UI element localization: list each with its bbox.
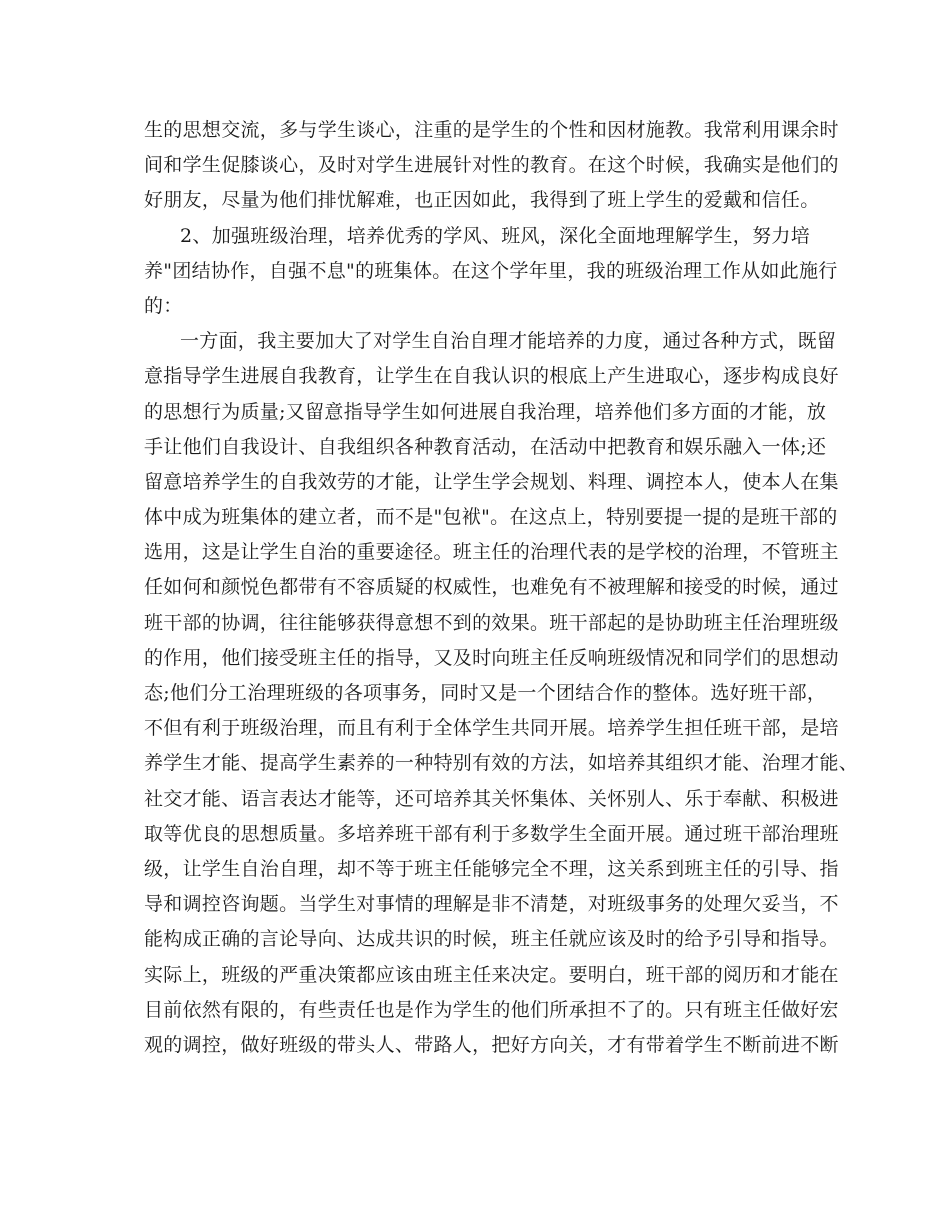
body-text	[144, 113, 859, 1063]
text-line: 养"团结协作，自强不息"的班集体。在这个学年里，我的班级治理工作从如此施行	[144, 259, 838, 282]
text-line: 能构成正确的言论导向、达成共识的时候，班主任就应该及时的给予引导和指导。	[144, 928, 839, 951]
paragraph-start-line: 2、加强班级治理，培养优秀的学风、班风，深化全面地理解学生，努力培	[180, 224, 810, 247]
text-line: 的：	[144, 294, 183, 317]
text-line: 选用，这是让学生自治的重要途径。班主任的治理代表的是学校的治理，不管班主	[144, 541, 839, 564]
text-line: 级，让学生自治自理，却不等于班主任能够完全不理，这关系到班主任的引导、指	[144, 857, 839, 880]
text-line: 生的思想交流，多与学生谈心，注重的是学生的个性和因材施教。我常利用课余时	[144, 119, 839, 141]
text-line: 社交才能、语言表达才能等，还可培养其关怀集体、关怀别人、乐于奉献、积极进	[144, 787, 839, 810]
text-line: 实际上，班级的严重决策都应该由班主任来决定。要明白，班干部的阅历和才能在	[144, 963, 839, 986]
text-line: 好朋友，尽量为他们排忧解难，也正因如此，我得到了班上学生的爱戴和信任。	[144, 189, 820, 212]
text-line: 态;他们分工治理班级的各项事务，同时又是一个团结合作的整体。选好班干部，	[144, 682, 827, 704]
text-line: 的思想行为质量;又留意指导学生如何进展自我治理，培养他们多方面的才能，放	[144, 400, 827, 423]
text-line: 的作用，他们接受班主任的指导，又及时向班主任反响班级情况和同学们的思想动	[144, 646, 839, 669]
text-line: 手让他们自我设计、自我组织各种教育活动，在活动中把教育和娱乐融入一体;还	[144, 435, 827, 458]
text-line: 意指导学生进展自我教育，让学生在自我认识的根底上产生进取心，逐步构成良好	[144, 365, 839, 388]
text-line: 取等优良的思想质量。多培养班干部有利于多数学生全面开展。通过班干部治理班	[144, 822, 839, 845]
text-line: 导和调控咨询题。当学生对事情的理解是非不清楚，对班级事务的处理欠妥当，不	[144, 893, 839, 916]
paragraph-start-line: 一方面，我主要加大了对学生自治自理才能培养的力度，通过各种方式，既留	[180, 330, 837, 353]
text-line: 不但有利于班级治理，而且有利于全体学生共同开展。培养学生担任班干部，是培	[144, 717, 839, 740]
text-line: 目前依然有限的，有些责任也是作为学生的他们所承担不了的。只有班主任做好宏	[144, 998, 839, 1021]
text-line: 养学生才能、提高学生素养的一种特别有效的方法，如培养其组织才能、治理才能、	[144, 752, 859, 775]
text-line: 观的调控，做好班级的带头人、带路人，把好方向关，才有带着学生不断前进不断	[144, 1033, 839, 1056]
text-line: 任如何和颜悦色都带有不容质疑的权威性，也难免有不被理解和接受的时候，通过	[144, 576, 839, 599]
text-line: 间和学生促膝谈心，及时对学生进展针对性的教育。在这个时候，我确实是他们的	[144, 154, 839, 177]
text-line: 班干部的协调，往往能够获得意想不到的效果。班干部起的是协助班主任治理班级	[144, 611, 839, 634]
text-line: 体中成为班集体的建立者，而不是"包袱"。在这点上，特别要提一提的是班干部的	[144, 506, 838, 529]
text-line: 留意培养学生的自我效劳的才能，让学生学会规划、料理、调控本人，使本人在集	[144, 470, 839, 493]
